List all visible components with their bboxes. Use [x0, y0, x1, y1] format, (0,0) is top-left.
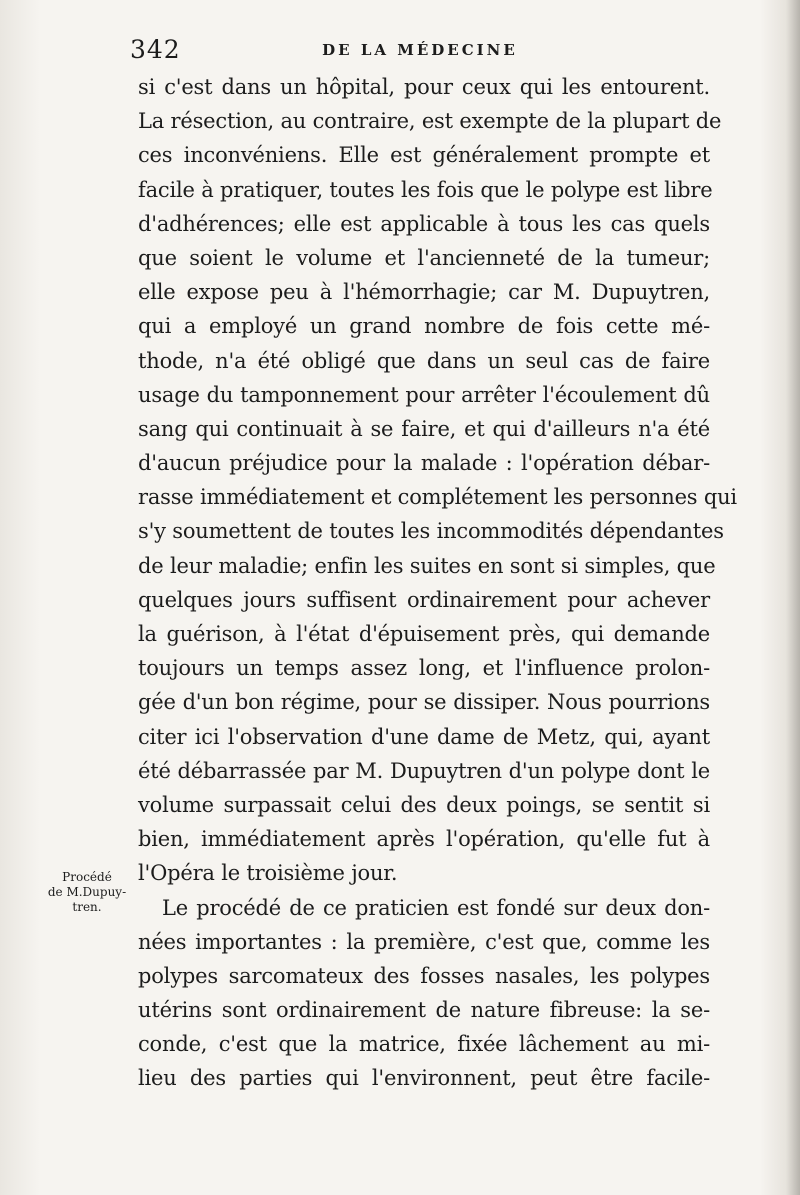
text-line: gée d'un bon régime, pour se dissiper. Nous pourrions: [138, 690, 710, 715]
text-line: que soient le volume et l'ancienneté de la tumeur;: [138, 245, 710, 270]
page-number: 342: [130, 35, 181, 64]
text-line: de leur maladie; enfin les suites en sont si simples, que: [138, 553, 716, 578]
page-edge-shadow: [786, 0, 800, 1195]
text-line: quelques jours suffisent ordinairement pour achever: [138, 587, 710, 612]
margin-note-line: Procédé: [62, 870, 112, 884]
text-line: nées importantes : la première, c'est que, comme les: [138, 929, 710, 954]
text-line-paragraph-start: Le procédé de ce praticien est fondé sur deux don-: [162, 895, 710, 920]
margin-note-line: de M.Dupuy-: [47, 885, 127, 899]
text-line: sang qui continuait à se faire, et qui d'ailleurs n'a été: [138, 416, 710, 441]
text-line: s'y soumettent de toutes les incommodités dépendantes: [138, 519, 724, 544]
margin-note: [42, 870, 132, 915]
text-line: La résection, au contraire, est exempte de la plupart de: [138, 109, 722, 134]
page-header: [130, 34, 710, 66]
text-line: citer ici l'observation d'une dame de Metz, qui, ayant: [138, 724, 710, 749]
text-line: ces inconvéniens. Elle est généralement prompte et: [138, 143, 710, 168]
text-line: si c'est dans un hôpital, pour ceux qui les entourent.: [138, 75, 710, 99]
running-head: DE LA MÉDECINE: [322, 41, 518, 59]
text-line: facile à pratiquer, toutes les fois que le polype est libre: [138, 177, 713, 202]
text-line: thode, n'a été obligé que dans un seul cas de faire: [138, 348, 710, 373]
margin-note-line: tren.: [72, 900, 102, 914]
text-line: volume surpassait celui des deux poings, se sentit si: [138, 792, 710, 817]
text-line: elle expose peu à l'hémorrhagie; car M. Dupuytren,: [138, 280, 710, 305]
text-line: été débarrassée par M. Dupuytren d'un polype dont le: [138, 758, 710, 783]
text-line: rasse immédiatement et complétement les personnes qui: [138, 485, 737, 510]
text-line: bien, immédiatement après l'opération, qu'elle fut à: [138, 827, 710, 852]
body-text: [138, 70, 737, 1096]
text-line-paragraph-end: l'Opéra le troisième jour.: [138, 861, 398, 886]
text-line: utérins sont ordinairement de nature fibreuse: la se-: [138, 998, 710, 1023]
text-line: d'adhérences; elle est applicable à tous les cas quels: [138, 211, 710, 236]
text-line: polypes sarcomateux des fosses nasales, les polypes: [138, 963, 710, 988]
text-line: lieu des parties qui l'environnent, peut être facile-: [138, 1066, 710, 1091]
text-line: conde, c'est que la matrice, fixée lâchement au mi-: [138, 1032, 710, 1057]
text-line: d'aucun préjudice pour la malade : l'opération débar-: [138, 451, 710, 476]
text-line: qui a employé un grand nombre de fois cette mé-: [138, 314, 710, 339]
text-line: toujours un temps assez long, et l'influence prolon-: [138, 656, 710, 681]
text-line: la guérison, à l'état d'épuisement près, qui demande: [138, 622, 710, 646]
text-line: usage du tamponnement pour arrêter l'écoulement dû: [138, 382, 710, 407]
